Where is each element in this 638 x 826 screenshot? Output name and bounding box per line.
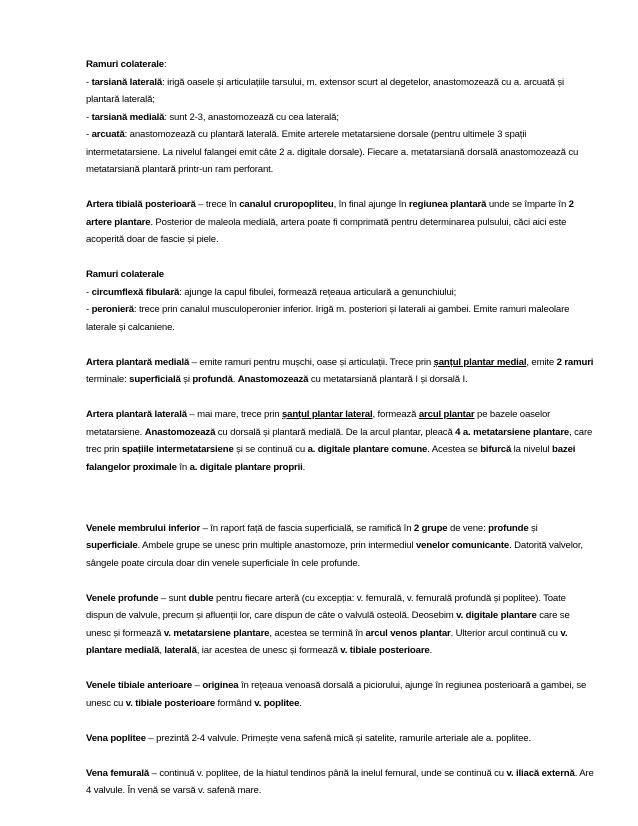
term-2-grupe: 2 grupe (413, 522, 448, 534)
term-bifurca: bifurcă (480, 444, 512, 455)
text: care se unesc și formează (86, 610, 570, 639)
term-originea: originea (202, 680, 239, 691)
term-superficiala: superficială (129, 374, 181, 385)
text: – trece în (195, 199, 240, 210)
term-v-tibiale-posterioare: v. tibiale posterioare (125, 697, 216, 709)
heading-colon: : (163, 59, 167, 70)
text: pe bazele oaselor metatarsiene. (86, 409, 551, 438)
text: . (429, 645, 433, 656)
paragraph-venele-tibiale-anterioare (86, 677, 594, 712)
term-2-artere-plantare: 2 artere plantare (86, 199, 574, 228)
term-digitale-plantare-proprii: a. digitale plantare proprii (189, 461, 303, 473)
term-artera-plantara-laterala: Artera plantară laterală (86, 409, 187, 420)
text: , (159, 645, 165, 656)
text: . Acestea se (427, 444, 481, 455)
term-venelor-comunicante: venelor comunicante (415, 540, 510, 551)
term-arcuata: arcuată (91, 129, 125, 140)
text: în rețeaua venoasă dorsală a piciorului, ajunge în regiunea posterioară a gambei, se unesc cu (86, 680, 587, 709)
desc-tarsiana-mediala: : sunt 2-3, anastomozează cu cea laterală; (164, 111, 339, 123)
term-canalul-cruropopliteu: canalul cruropopliteu (239, 199, 334, 210)
term-v-digitale-plantare: v. digitale plantare (456, 610, 537, 621)
desc-peroniera: : trece prin canalul musculoperonier inferior. Irigă m. posteriori și laterali ai gambei. Emite ramuri maleolare laterale și calcaniene. (86, 304, 570, 333)
term-artera-plantara-mediala: Artera plantară medială (86, 356, 190, 368)
term-anastomozeaza: Anastomozează (237, 374, 309, 385)
text: și (528, 522, 538, 534)
term-duble: duble (188, 592, 214, 604)
section-heading: Ramuri colaterale (86, 269, 164, 280)
term-regiunea-plantara: regiunea plantară (408, 199, 487, 210)
text: formând (215, 697, 255, 709)
term-peroniera: peronieră (91, 304, 134, 315)
term-spatiile-intermetatarsiene: spațiile intermetatarsiene (121, 444, 234, 455)
list-dash: - (86, 129, 92, 140)
term-profunda: profundă (192, 374, 233, 385)
document-page (86, 56, 594, 800)
list-dash: - (86, 111, 92, 123)
term-venele-membrului-inferior: Venele membrului inferior (86, 522, 201, 534)
term-santul-plantar-lateral: șanțul plantar lateral (281, 409, 373, 420)
text: și se continuă cu (233, 444, 308, 455)
term-profunde: profunde (488, 522, 529, 534)
term-v-plantare-mediala: v. plantare medială (86, 627, 568, 656)
text: cu metatarsiană plantară I și dorsală I. (308, 374, 468, 385)
term-metatarsiene-plantare: 4 a. metatarsiene plantare (455, 426, 570, 438)
text: cu dorsală și plantară medială. De la arcul plantar, pleacă (215, 426, 456, 438)
paragraph-venele-profunde (86, 590, 594, 660)
term-venele-tibiale-anterioare: Venele tibiale anterioare (86, 680, 193, 691)
text: – mai mare, trece prin (186, 409, 282, 420)
text: . (299, 697, 302, 709)
term-2-ramuri: 2 ramuri (556, 356, 594, 368)
paragraph-plantara-laterala (86, 406, 594, 476)
text: – sunt (158, 592, 189, 604)
section-collateral-branches-1 (86, 56, 594, 179)
text: , formează (372, 409, 419, 420)
term-circumflexa-fibulara: circumflexă fibulară (91, 286, 180, 298)
term-superficiale: superficiale (86, 540, 138, 551)
text: pentru fiecare arteră (cu excepția: v. femurală, v. femurală profundă și poplitee). Toate dispun de valvule, precum și afluenții lor, care dispun de câte o valvulă osteolă. Deosebim (86, 592, 566, 621)
term-venele-profunde: Venele profunde (86, 592, 159, 604)
desc-arcuata: : anastomozează cu plantară laterală. Emite arterele metatarsiene dorsale (pentru ultimele 3 spații intermetatarsiene. La nivelul falangei emit câte 2 a. digitale dorsale). Fiecare a. metatarsiană dorsală anastomozează cu metatarsiană plantară printr-un ram perforant. (86, 129, 579, 175)
text: , în final ajunge în (333, 199, 409, 210)
text: în (176, 461, 190, 473)
term-bazei-falangelor-proximale: bazei falangelor proximale (86, 444, 576, 473)
term-tarsiana-laterala: tarsiană laterală (91, 76, 163, 88)
text: . Are 4 valvule. În venă se varsă v. safenă mare. (86, 767, 594, 796)
text: , iar acestea de unesc și formează (196, 645, 341, 656)
term-tarsiana-mediala: tarsiană medială (91, 111, 165, 123)
section-heading: Ramuri colaterale (86, 59, 164, 70)
desc-tarsiana-laterala: : irigă oasele și articulațiile tarsului, m. extensor scurt al degetelor, anastomozează cu a. arcuată și plantară laterală; (86, 76, 565, 105)
paragraph-plantara-mediala (86, 354, 594, 389)
paragraph-tibiala-posterioara (86, 196, 594, 249)
term-v-iliaca-externa: v. iliacă externă (506, 767, 575, 779)
term-vena-poplitee: Vena poplitee (86, 732, 146, 744)
text: , care trec prin (86, 426, 593, 455)
term-v-poplitee: v. poplitee (254, 697, 300, 709)
term-digitale-plantare-comune: a. digitale plantare comune (307, 444, 428, 455)
term-santul-plantar-medial: șanțul plantar medial (433, 356, 527, 368)
term-anastomozeaza: Anastomozează (144, 426, 216, 438)
text: de vene: (447, 522, 489, 534)
list-dash: - (86, 76, 92, 88)
text: – prezintă 2-4 valvule. Primește vena safenă mică și satelite, ramurile arteriale ale a. poplitee. (145, 732, 531, 744)
text: – emite ramuri pentru mușchi, oase și articulații. Trece prin (189, 356, 434, 368)
term-artera-tibiala-posterioara: Artera tibială posterioară (86, 199, 196, 210)
text: . (302, 461, 306, 473)
text: . Ambele grupe se unesc prin multiple anastomoze, prin intermediul (137, 540, 416, 551)
paragraph-vena-poplitee (86, 730, 594, 748)
text: – (192, 680, 203, 691)
text: – în raport față de fascia superficială, se ramifică în (200, 522, 414, 534)
term-laterala: laterală (164, 645, 197, 656)
text: . Posterior de maleola medială, artera poate fi comprimată pentru determinarea pulsului, căci aici este acoperită doar de fascie și piele. (86, 216, 567, 245)
text: și (180, 374, 193, 385)
text: unde se împarte în (486, 199, 569, 210)
list-dash: - (86, 286, 92, 298)
term-arcul-venos-plantar: arcul venos plantar (365, 627, 451, 639)
term-v-metatarsiene-plantare: v. metatarsiene plantare (163, 627, 270, 639)
list-dash: - (86, 304, 92, 315)
text: . (232, 374, 238, 385)
text: . Datorită valvelor, sângele poate circula doar din venele superficiale în cele profunde. (86, 540, 583, 569)
term-arcul-plantar: arcul plantar (418, 409, 475, 420)
text: , emite (526, 356, 557, 368)
term-v-tibiale-posterioare: v. tibiale posterioare (340, 645, 430, 656)
text: – continuă v. poplitee, de la hiatul tendinos până la inelul femural, unde se continuă cu (149, 767, 507, 779)
text: la nivelul (511, 444, 553, 455)
paragraph-venele-membrului-inferior (86, 520, 594, 573)
paragraph-vena-femurala (86, 765, 594, 800)
text: , acestea se termină în (269, 627, 366, 639)
text: terminale: (86, 374, 130, 385)
section-collateral-branches-2 (86, 266, 594, 336)
text: . Ulterior arcul continuă cu (450, 627, 561, 639)
desc-circumflexa-fibulara: : ajunge la capul fibulei, formează rețeaua articulară a genunchiului; (179, 286, 457, 298)
term-vena-femurala: Vena femurală (86, 767, 150, 779)
